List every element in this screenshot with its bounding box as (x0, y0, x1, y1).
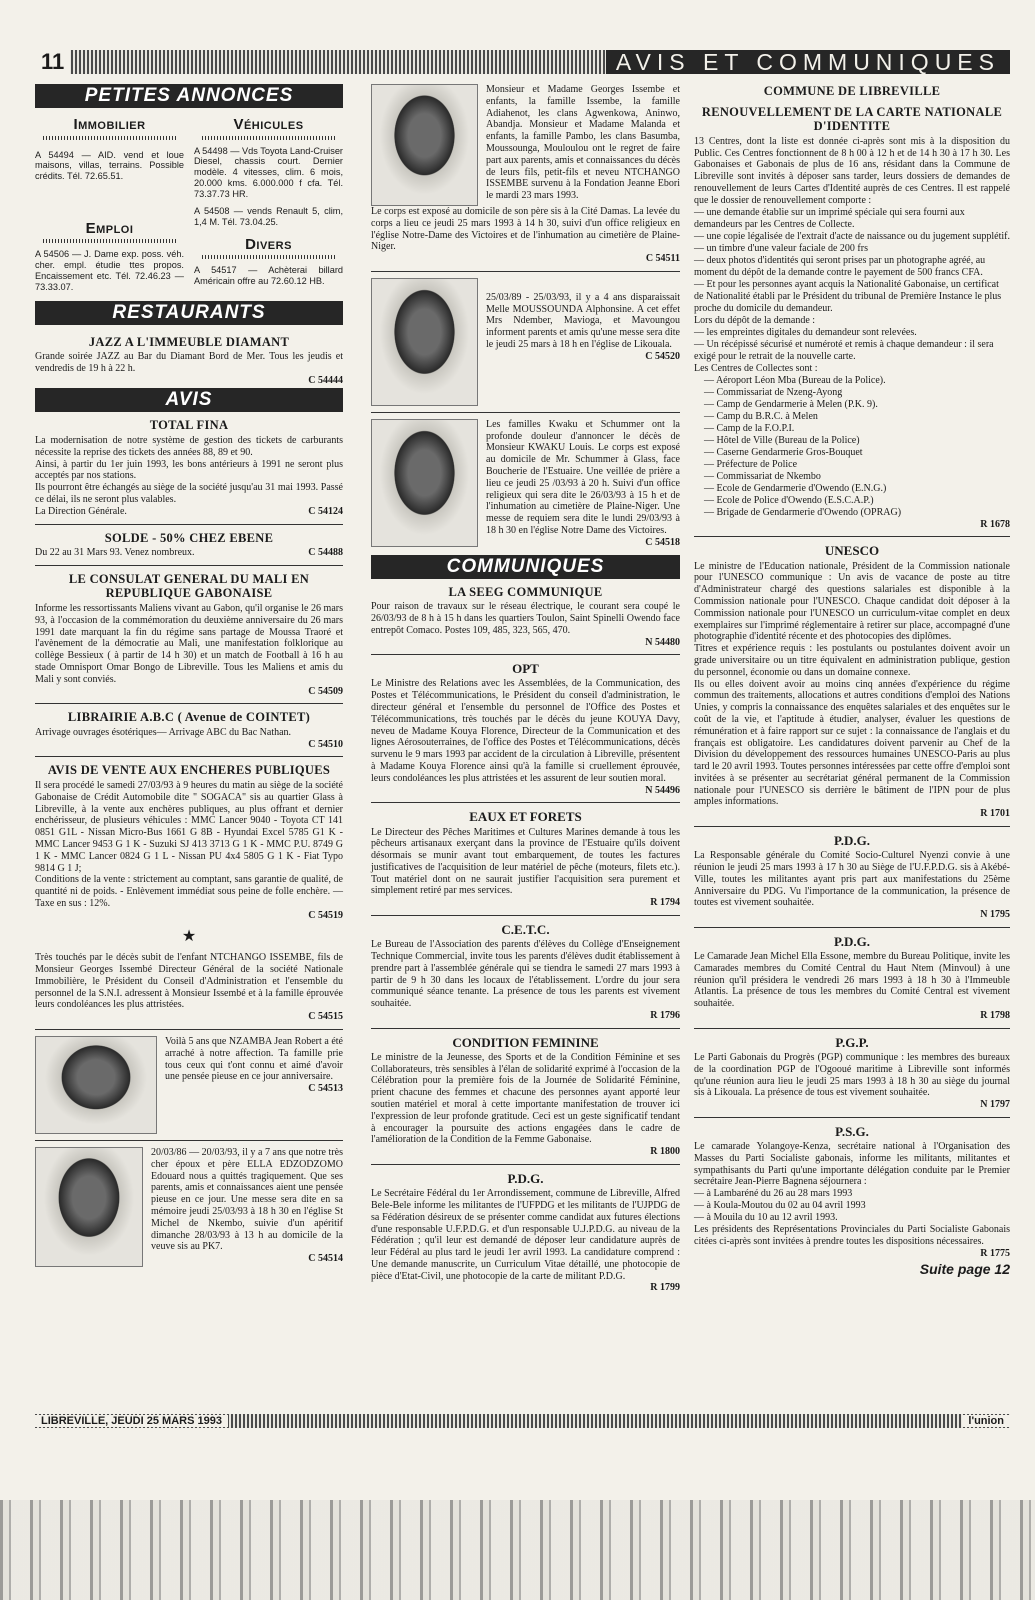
issembe-text-2: Le corps est exposé au domicile de son père sis à la Cité Damas. La levée du corps a lieu ce jeudi 25 mars 1993 à 14 h 30, suivi d'un office religieux en l'église Notre-Dame des Victoires et de l'inhumation au cimetière de Plaine-Niger. (371, 206, 680, 253)
commune-requirements (694, 207, 1010, 375)
list-item: Les Centres de Collectes sont : (694, 362, 818, 374)
mali-title: LE CONSULAT GENERAL DU MALI EN REPUBLIQUE GABONAISE (68, 571, 310, 601)
list-item: — à Lambaréné du 26 au 28 mars 1993 (694, 1188, 853, 1200)
psg-itinerary (694, 1188, 1010, 1224)
nzamba-ref: C 54513 (308, 1083, 343, 1095)
commune-subtitle: RENOUVELLEMENT DE LA CARTE NATIONALE D'IDENTITE (701, 104, 1003, 134)
pdg-1-ref: N 1795 (980, 909, 1010, 921)
section-title: AVIS ET COMMUNIQUES (606, 50, 1010, 74)
psg-text: Le camarade Yolangoye-Kenza, secrétaire national à l'Organisation des Masses du Parti Socialiste gabonais, informe les militants, militantes et sympathisants du Parti qu'une importante délégation conduite par le Premier secrétaire Jean-Pierre Bagnena séjournera : (694, 1141, 1010, 1188)
moussounda-obituary (371, 278, 680, 406)
seeg-title: LA SEEG COMMUNIQUE (448, 584, 603, 599)
column-left (35, 84, 343, 1267)
ella-obituary (35, 1147, 343, 1267)
page-number: 11 (35, 50, 70, 74)
pdg-1-title: P.D.G. (834, 832, 870, 848)
ella-photo (35, 1147, 143, 1267)
total-ref: C 54124 (308, 505, 343, 517)
list-item: — Et pour les personnes ayant acquis la Nationalité Gabonaise, un certificat de Nationalité établi par le Président du tribunal de Première Instance le plus proche du domicile du demandeur. (694, 278, 1002, 314)
jazz-text: Grande soirée JAZZ au Bar du Diamant Bord de Mer. Tous les jeudis et vendredis de 19 h à 22 h. (35, 351, 343, 374)
issembe-text: Monsieur et Madame Georges Issembe et enfants, la famille Issembe, la famille Adiahenot, les clans Agwenkowa, Aninwo, Abandja. Monsieur et Madame Malanda et enfants, la famille Pambo, les clans Basumba, Moussounga, Mouloulou ont le regret de faire part aux parents, amis et connaissances du décès de leurs fils, petit-fils et neveu NTCHANGO ISSEMBE survenu à la Fondation Jeanne Ebori le mardi 23 mars 1993. (486, 84, 680, 202)
solde-row (35, 547, 343, 559)
immobilier-ad: A 54494 — AID. vend et loue maisons, villas, terrains. Possible crédits. Tél. 72.65.51. (35, 149, 184, 182)
list-item: — Ecole de Police d'Owendo (E.S.C.A.P.) (704, 494, 874, 506)
scan-artifact (0, 1500, 1035, 1600)
moussounda-text: 25/03/89 - 25/03/93, il y a 4 ans disparaissait Melle MOUSSOUNDA Alphonsine. A cet effet Mrs Ndember, Mavioga, et Mavoungou informent parents et amis qu'une messe sera dite le jeudi 25 mars à 18 h en l'église de Likouala. (486, 291, 680, 351)
list-item: Lors du dépôt de la demande : (694, 314, 816, 326)
immobilier-heading: Immobilier (73, 116, 146, 133)
unesco-ref: R 1701 (980, 808, 1010, 820)
nzamba-text: Voilà 5 ans que NZAMBA Jean Robert a été arraché à notre affection. Ta famille prie tous ceux qui t'ont connu et aimé d'avoir une pensée pieuse en ce jour anniversaire. (165, 1035, 343, 1083)
emploi-heading: Emploi (85, 219, 134, 237)
ella-text: 20/03/86 — 20/03/93, il y a 7 ans que notre très cher époux et père ELLA EDZODZOMO Edouard nous a quittés tragiquement. Que ses parents, amis et connaissances aient une pensée pieuse en ce jour. Une messe sera dite en sa mémoire jeudi 25/03/93 à 18 h 30 en l'église St Michel de Nkembo, suivie d'un apéritif dimanche 28/03/93 à 13 h au domicile de la veuve sis au PK7. (151, 1146, 343, 1253)
vehicules-ad-2: A 54508 — vends Renault 5, clim, 1,4 M. Tél. 73.04.25. (194, 205, 343, 227)
emploi-ad: A 54506 — J. Dame exp. poss. véh. cher. empl. étudie ttes propos. Encaissement etc. Tél. 72.46.23 — 73.33.07. (35, 249, 184, 292)
total-sign: La Direction Générale. (35, 505, 127, 517)
encheres-title: AVIS DE VENTE AUX ENCHERES PUBLIQUES (47, 763, 331, 778)
librairie-text: Arrivage ouvrages ésotériques— Arrivage ABC du Bac Nathan. (35, 726, 292, 738)
mali-ref: C 54509 (308, 685, 343, 697)
list-item: — Un récépissé sécurisé et numéroté et remis à chaque demandeur : il sera exigé pour le retrait de la nouvelle carte. (694, 338, 994, 362)
nzamba-obituary (35, 1036, 343, 1134)
list-item: — Hôtel de Ville (Bureau de la Police) (704, 434, 860, 446)
kwaku-ref: C 54518 (645, 536, 680, 548)
list-item: — Ecole de Gendarmerie d'Owendo (E.N.G.) (704, 482, 887, 494)
pdg-2-text: Le Camarade Jean Michel Ella Essone, membre du Bureau Politique, invite les Camarades membres du Comité Central du Haut Ntem (Minvoul) à une réunion qu'il présidera le vendredi 26 mars 1993 à 18 h 30 à l'Immeuble Atlantis. La présence de tous les membres du Comité Central est vivement souhaitée. (694, 951, 1010, 1010)
unesco-p1: Le ministre de l'Education nationale, Président de la Commission nationale pour l'UNESCO communique : Un avis de vacance de poste au titre d'Administrateur chargé des questions salariales est disponible à la Commission nationale pour l'UNESCO. Chaque candidat doit déposer à la Commission nationale pour l'UNESCO un curriculum-vitae complet en deux exemplaires sur l'imprimé réglementaire à retirer sur place, accompagné d'une photographie d'identité récente et des photocopies des diplômes. (694, 560, 1010, 643)
classifieds (35, 116, 343, 293)
cetc-text: Le Bureau de l'Association des parents d'élèves du Collège d'Enseignement Technique Commercial, invite tous les parents d'élèves dudit établissement à prendre part à l'assemblée générale qui se tiendra le samedi 27 mars 1993 à partir de 9 h 30 dans les locaux de l'établissement. L'ordre du jour sera communiqué séance tenante. La présence de tous les parents est vivement souhaitée. (371, 939, 680, 1010)
divers-ad: A 54517 — Achèterai billard Américain offre au 72.60.12 HB. (194, 265, 343, 286)
ella-ref: C 54514 (308, 1253, 343, 1265)
commune-ref: R 1678 (980, 518, 1010, 530)
list-item: — Aéroport Léon Mba (Bureau de la Police). (704, 374, 886, 386)
mali-text: Informe les ressortissants Maliens vivant au Gabon, qu'il organise le 26 mars 93, à l'occasion de la commémoration du deuxième anniversaire du 26 mars 1991 date marquant la fin du régime sans partage de Moussa Traoré et l'avènement de la démocratie au Mali, une manifestation folklorique au collège Bessieux ( à partir de 14 h 30) et un match de Football à 16 h au stade Omnisport Omar Bongo de Libreville. Tous les Maliens et amis du Mali y sont conviés. (35, 603, 343, 685)
pdg-title: P.D.G. (507, 1170, 544, 1186)
total-footer (35, 506, 343, 518)
condition-feminine-ref: R 1800 (650, 1146, 680, 1158)
solde-text: Du 22 au 31 Mars 93. Venez nombreux. (35, 547, 195, 559)
pdg-2-ref: R 1798 (980, 1010, 1010, 1022)
pdg-text: Le Secrétaire Fédéral du 1er Arrondissement, commune de Libreville, Alfred Bele-Bele informe les militantes de l'UFPDG et les militants de l'UJPDG de sa Fédération désireux de se présenter comme candidat aux futures élections d'une responsable U.F.P.D.G. et d'un responsable U.J.P.D.G. au niveau de la Fédération ; qu'il leur est demandé de déposer leur candidature auprès de leur Fédéral au plus tard le jeudi 1er avril 1993. La candidature comprend : Une demande manuscrite, un Curriculum Vitae détaillé, une photocopie de pièce d'Etat-Civil, une photocopie de la carte de militant P.D.G. (371, 1188, 680, 1282)
list-item: — une copie légalisée de l'extrait d'acte de naissance ou du jugement supplétif. (694, 230, 1010, 242)
list-item: — Préfecture de Police (704, 458, 798, 470)
encheres-text: Il sera procédé le samedi 27/03/93 à 9 heures du matin au siège de la société Gabonaise de Crédit Automobile dite " SOGACA" sis au quartier Glass à Libreville, à la vente aux enchères publiques, au plus offrant et dernier enchérisseur, de plusieurs véhicules : MMC Lancer 9040 - Toyota CT 141 0851 G1L - Nissan Micro-Bus 1661 G 8B - Hyundai Excel 5785 G1 K - MMC Lancer 9453 G 1 K - Suzuki SJ 413 3713 G 1 K - MMC P.U. 8749 G 1 K - MMC Lancer 0824 G 1 L - Nissan PU 4x4 5805 G 1 K - Fiat Typo 9814 G 1 J; (35, 780, 343, 874)
solde-title: SOLDE - 50% CHEZ EBENE (104, 530, 274, 545)
psg-title: P.S.G. (835, 1123, 869, 1139)
footer-dateline: LIBREVILLE, JEUDI 25 MARS 1993 (35, 1415, 228, 1428)
unesco-p2: Titres et expérience requis : les postulants ou postulantes doivent avoir un grade universitaire ou un titre équivalent en administration publique, gestion du personnel, économie ou dans un domaine connexe. (694, 643, 1010, 678)
ntchango-snk-ref: C 54515 (308, 1011, 343, 1023)
opt-text: Le Ministre des Relations avec les Assemblées, de la Communication, des Postes et Télécommunications, le Président du conseil d'administration, le directeur général et l'ensemble du personnel de l'Office des Postes et Télécommunications, très touchés par le décès du jeune KOUYA Davy, neveu de Madame Kouya Florence, Directeur de la Communication et des lignes Aérosouterraines, de l'office des Postes et Télécommunications, décès survenu le 9 mars 1993 par accident de la circulation à Libreville, présentent à Madame Kouya Florence ainsi qu'à la famille si cruellement éprouvée, leurs condoléances les plus attristées et les assurent de leur soutien moral. (371, 678, 680, 784)
vehicules-ad-1: A 54498 — Vds Toyota Land-Cruiser Diesel, chassis court. Dernier modèle. 4 vitesses, clim. 6 mois, 20.000 kms. 6.000.000 f cfa. Tél. 73.37.73 HR. (194, 145, 343, 199)
seeg-text: Pour raison de travaux sur le réseau électrique, le courant sera coupé le 26/03/93 de 8 h à 15 h dans les quartiers Toulon, Saint Spinelli Owendo face entrepôt Comaco. Postes 109, 485, 323, 565, 470. (371, 601, 680, 636)
list-item: — Commissariat de Nkembo (704, 470, 821, 482)
list-item: — à Koula-Moutou du 02 au 04 avril 1993 (694, 1200, 866, 1212)
issembe-ref: C 54511 (645, 253, 680, 265)
avis-banner: AVIS (35, 388, 343, 412)
commune-title: COMMUNE DE LIBREVILLE (763, 84, 941, 98)
list-item: — à Mouila du 10 au 12 avril 1993. (694, 1212, 838, 1224)
column-right (694, 84, 1010, 1278)
list-item: — Caserne Gendarmerie Gros-Bouquet (704, 446, 863, 458)
encheres-ref: C 54519 (308, 909, 343, 921)
pdg-ref: R 1799 (650, 1282, 680, 1294)
opt-ref: N 54496 (645, 784, 680, 796)
solde-ref: C 54488 (308, 547, 343, 559)
commune-centres (694, 375, 1010, 519)
jazz-title: JAZZ A L'IMMEUBLE DIAMANT (88, 334, 290, 349)
total-p3: Ils pourront être échangés au siège de la société jusqu'au 31 mai 1993. Passé ce délai, ils ne seront plus valables. (35, 482, 343, 506)
footer-paper-name: l'union (962, 1415, 1010, 1428)
cetc-title: C.E.T.C. (501, 921, 550, 937)
list-item: — deux photos d'identités qui seront prises par un photographe agréé, au moment du dépôt de la demande contre le payement de 500 francs CFA. (694, 254, 986, 278)
moussounda-ref: C 54520 (645, 350, 680, 362)
librairie-ref: C 54510 (308, 738, 343, 750)
list-item: — un timbre d'une valeur faciale de 200 frs (694, 242, 868, 254)
vehicules-heading: Véhicules (233, 116, 304, 133)
eaux-ref: R 1794 (650, 897, 680, 909)
nzamba-photo (35, 1036, 157, 1134)
encheres-text-2: Conditions de la vente : strictement au comptant, sans garantie de qualité, de quantité ni de poids. - Enlèvement immédiat sous peine de folle enchère. — Taxe en sus : 12%. (35, 874, 343, 910)
pgp-title: P.G.P. (835, 1034, 869, 1050)
total-title: TOTAL FINA (149, 418, 229, 433)
total-p2: Ainsi, à partir du 1er juin 1993, les bons antérieurs à 1991 ne seront plus acceptés par nos stations. (35, 458, 343, 482)
list-item: — Commissariat de Nzeng-Ayong (704, 386, 843, 398)
list-item: — une demande établie sur un imprimé spéciale qui sera fourni aux demandeurs par les Centres de Collecte. (694, 206, 965, 230)
kwaku-obituary (371, 419, 680, 549)
opt-title: OPT (512, 661, 539, 677)
cetc-ref: R 1796 (650, 1009, 680, 1021)
restaurants-banner: RESTAURANTS (35, 301, 343, 325)
page-footer (35, 1414, 1010, 1428)
librairie-title: LIBRAIRIE A.B.C ( Avenue de COINTET) (67, 710, 311, 725)
total-p1: La modernisation de notre système de gestion des tickets de carburants nécessite la reprise des tickets des années 88, 89 et 90. (35, 435, 343, 458)
moussounda-photo (371, 278, 478, 406)
list-item: — Camp de la F.O.P.I. (704, 422, 795, 434)
issembe-obituary (371, 84, 680, 206)
pgp-ref: N 1797 (980, 1099, 1010, 1111)
psg-ref: R 1775 (980, 1247, 1010, 1259)
kwaku-text: Les familles Kwaku et Schummer ont la profonde douleur d'annoncer le décès de Monsieur KWAKU Louis. Le corps est exposé au domicile de Mr. Schummer à Glass, face Boucherie de l'Estuaire. Une veillée de prière a lieu ce jeudi 25 /03/93 à 20 h. Suivi d'un office religieux qui sera dite le 26/03/93 à 15 h et de l'inhumation au cimetière de Plaine-Niger. Une messe de requiem sera dite le lundi 29/03/93 à 18 h 30 en l'église Notre Dame des Victoires. (486, 418, 680, 537)
pdg-1-text: La Responsable générale du Comité Socio-Culturel Nyenzi convie à une réunion le jeudi 25 mars 1993 à 17 h 30 au Siège de l'U.F.P.D.G. sis à Akébé-Ville, toutes les militantes ayant pris part aux manifestations du 25ème Anniversaire du PDG. Vu l'importance de la communication, la présence de toutes est vivement souhaitée. (694, 850, 1010, 909)
list-item: — les empreintes digitales du demandeur sont relevées. (694, 326, 917, 338)
list-item: — Camp de Gendarmerie à Melen (P.K. 9). (704, 398, 878, 410)
page-header (35, 50, 1010, 74)
eaux-title: EAUX ET FORETS (469, 809, 582, 825)
pdg-2-title: P.D.G. (834, 933, 870, 949)
divers-heading: Divers (245, 235, 292, 253)
kwaku-photo (371, 419, 478, 547)
list-item: — Camp du B.R.C. à Melen (704, 410, 818, 422)
unesco-p3: Ils ou elles doivent avoir au moins cinq années d'expérience du régime commun des traitements, allocations et autres conditions d'emploi des Nations Unies, y compris la connaissance des enquêtes salariales et des enquêtes sur le coût de la vie, et l'aptitude à étudier, analyser, évaluer les questions de rémunération et à faire rapport sur ce sujet : la connaissance de l'anglais et du français est obligatoire. Les candidatures doivent parvenir au Chef de la Division du développement des ressources humaines UNESCO-Paris au plus tard le 20 avril 1993. Toutes personnes intéressées par cette offre d'emploi sont invitées à se présenter au secrétariat général permanent de la Commission nationale pour l'UNESCO sis derrière le bâtiment de l'IPN pour de plus amples informations. (694, 678, 1010, 808)
unesco-title: UNESCO (824, 543, 880, 559)
list-item: — Brigade de Gendarmerie d'Owendo (OPRAG) (704, 506, 902, 518)
eaux-text: Le Directeur des Pêches Maritimes et Cultures Marines demande à tous les pêcheurs artisanaux exerçant dans la province de l'Estuaire qu'ils doivent désormais se munir avant tout embarquement, de toutes les factures justificatives de l'acquisition de leur matériel de pêche (moteurs, filets etc.). Tout matériel dont on ne saurait justifier l'acquisition sera purement et simplement retiré par mes services. (371, 826, 680, 897)
jazz-ref: C 54444 (308, 374, 343, 386)
column-middle (371, 84, 680, 1294)
continued-link: Suite page 12 (919, 1261, 1010, 1278)
issembe-photo (371, 84, 478, 206)
petites-annonces-banner: PETITES ANNONCES (35, 84, 343, 108)
ntchango-snk-text: Très touchés par le décès subit de l'enfant NTCHANGO ISSEMBE, fils de Monsieur Georges Issembé Directeur Général de la société Nationale Immobilière, le Président du Conseil d'Administration et l'ensemble du personnel de la S.N.I. adressent à Monsieur Issembé et à la famille éprouvée leurs condoléances les plus attristées. (35, 952, 343, 1011)
pgp-text: Le Parti Gabonais du Progrès (PGP) communique : les membres des bureaux de la coordination PGP de l'Ogooué maritime à Libreville sont informés qu'une réunion aura lieu le jeudi 25 mars 1993 à 18 h 30 au siège du journal sis à Likouala. La présence de tous est vivement souhaitée. (694, 1051, 1010, 1099)
psg-text-2: Les présidents des Représentations Provinciales du Parti Socialiste Gabonais citées ci-après sont invitées à prendre toutes les dispositions nécessaires. (694, 1224, 1010, 1247)
seeg-ref: N 54480 (645, 636, 680, 648)
condition-feminine-title: CONDITION FEMININE (452, 1034, 599, 1050)
star-separator: ★ (181, 927, 197, 945)
communiques-banner: COMMUNIQUES (371, 555, 680, 579)
commune-intro: 13 Centres, dont la liste est donnée ci-après sont mis à la disposition du Public. Ces Centres fonctionnent de 8 h 00 à 12 h et de 14 h 30 à 17 h 30. Les Gabonaises et Gabonais de plus de 16 ans, résidant dans la Commune de Libreville sont invités à déposer sans tarder, leurs dossiers de demandes de renouvellement de leurs Cartes d'Identité auprès de ces Centres. Il est rappelé que le dossier de renouvellement comporte : (694, 135, 1010, 206)
condition-feminine-text: Le ministre de la Jeunesse, des Sports et de la Condition Féminine et ses Collaborateurs, très sensibles à l'élan de solidarité exprimé à l'occasion de la Célébration pour la première fois de la Journée de Solidarité Féminine, prient chacune des femmes et chacune des personnes ayant apporté leur soutien matériel et moral à cette importante manifestation de trouver ici l'expression de leur profonde gratitude. Ceci est un geste significatif tendant à encourager la poursuite des actions engagées dans le cadre de l'amélioration de la Condition de la Femme Gabonaise. (371, 1051, 680, 1146)
